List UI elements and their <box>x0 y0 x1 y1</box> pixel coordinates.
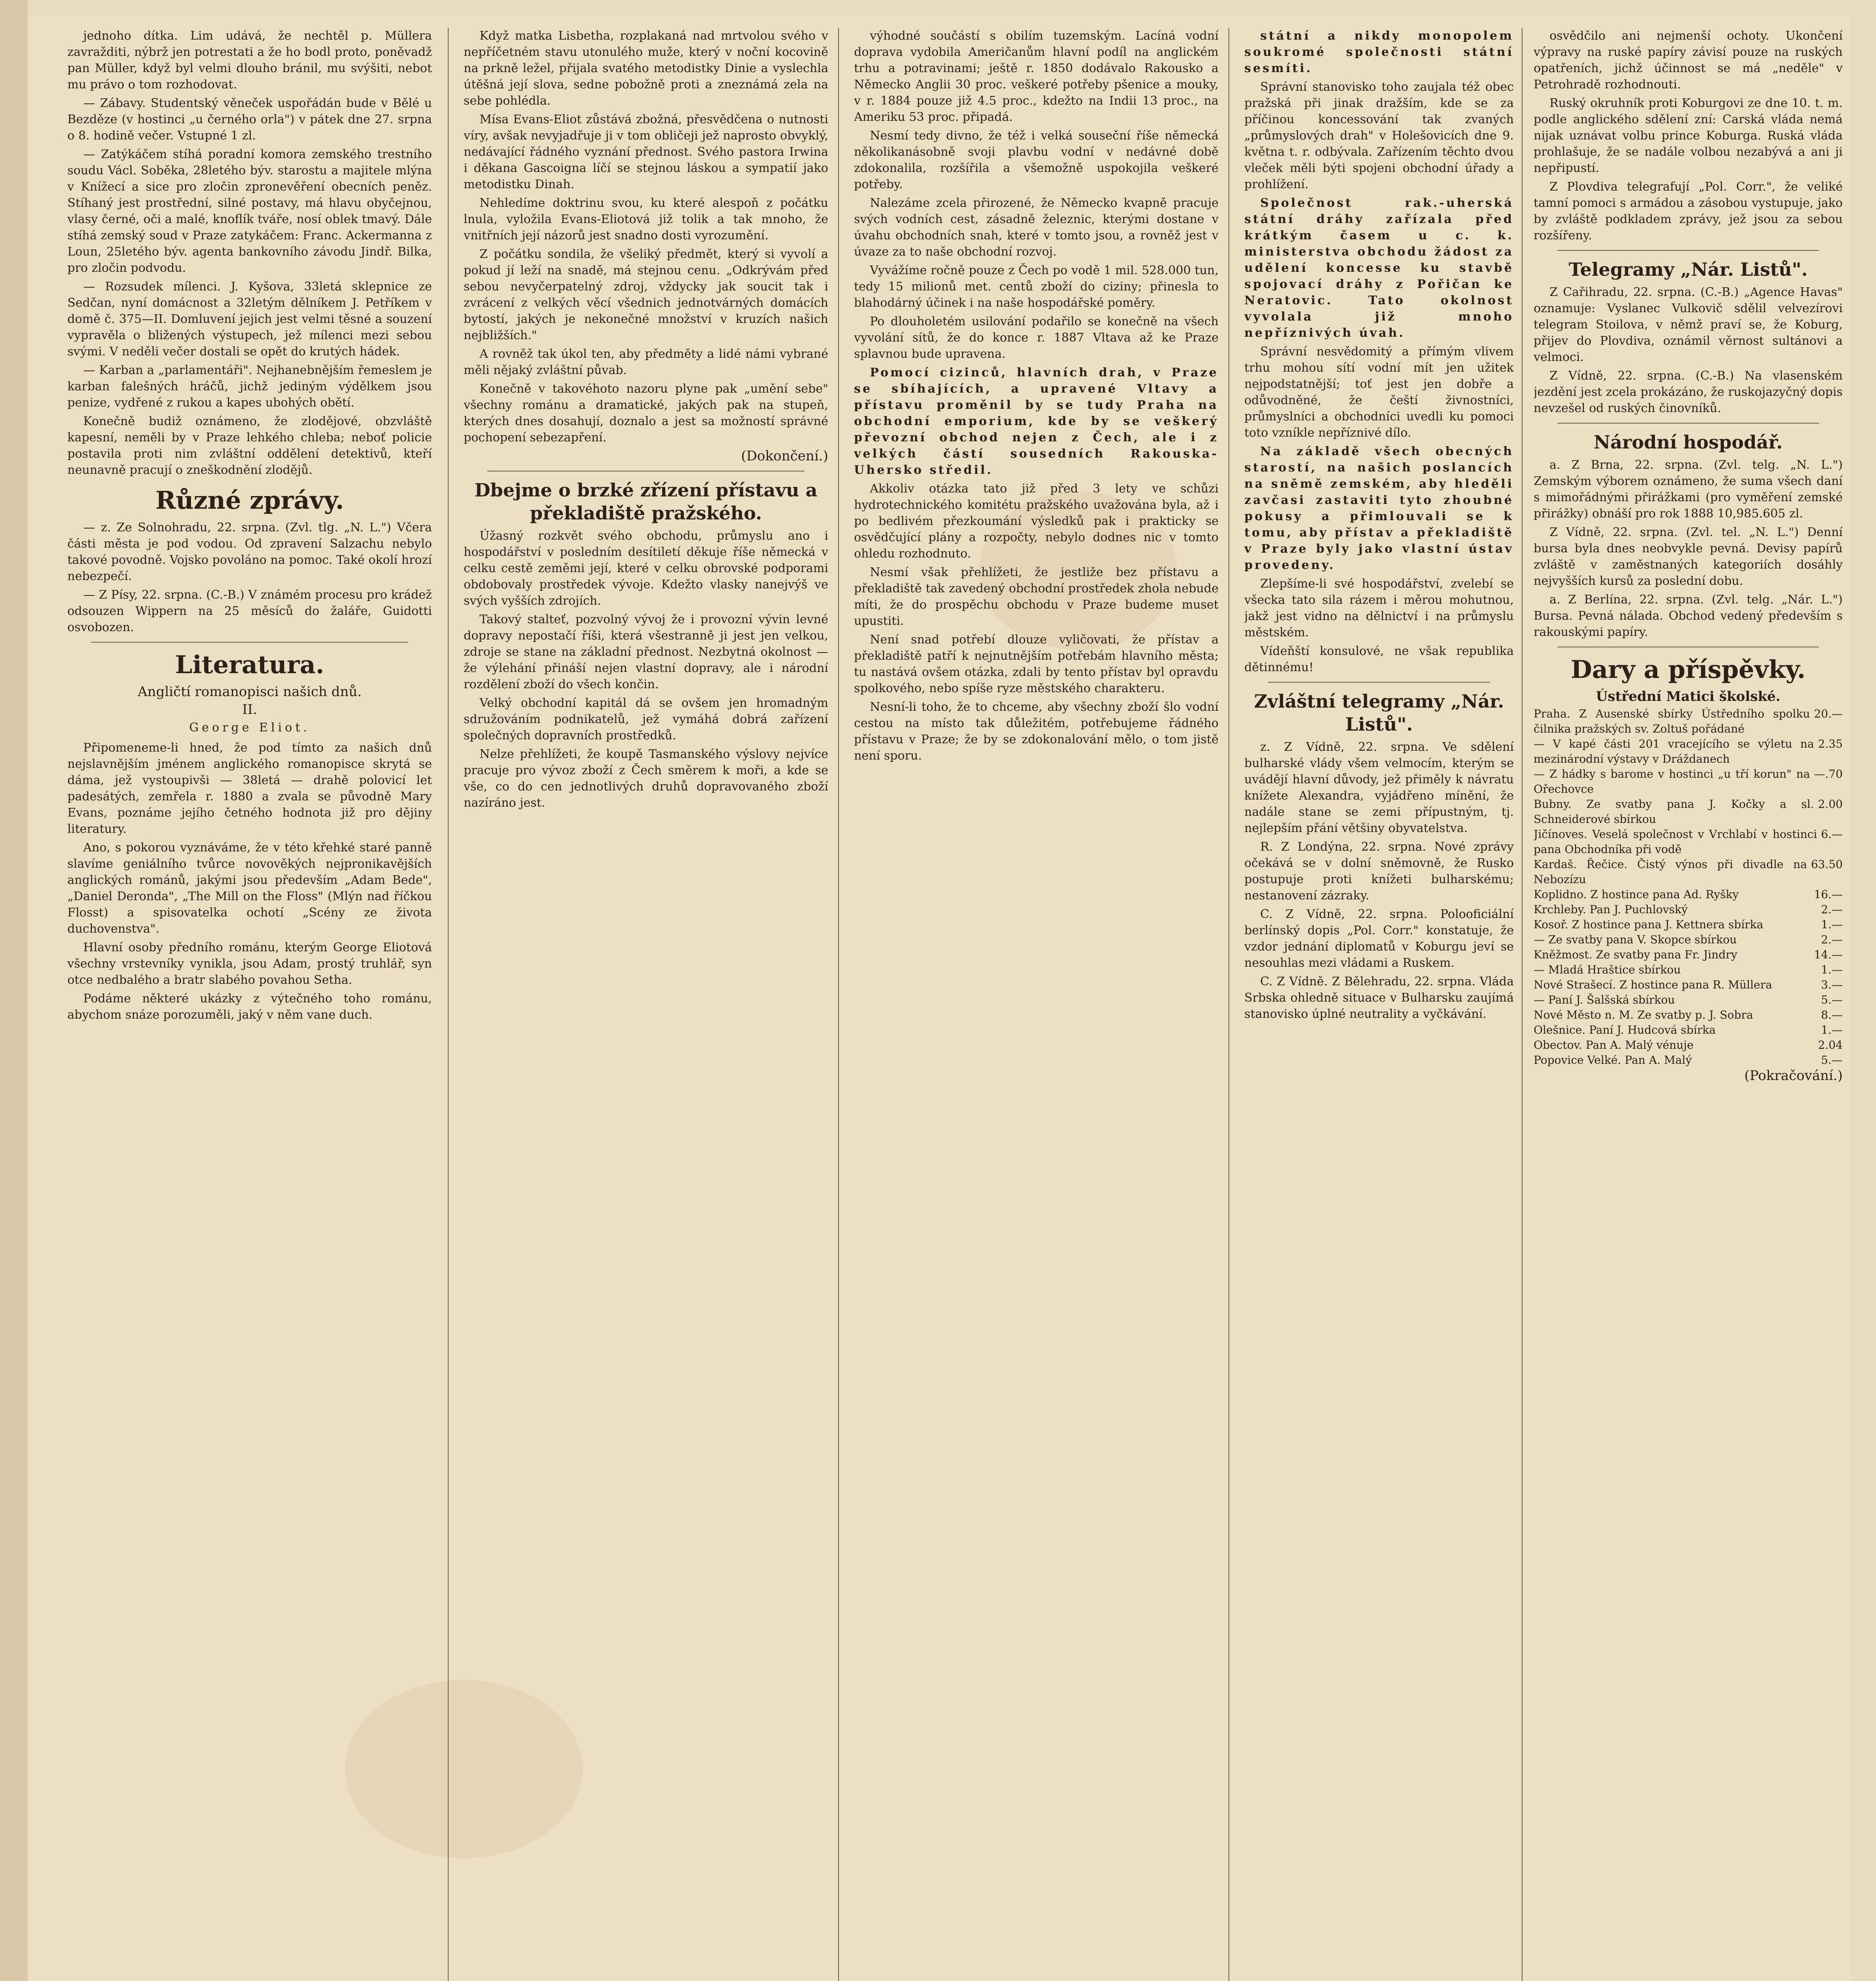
economy-item: a. Z Berlína, 22. srpna. (Zvl. telg. „Nár. L.") Bursa. Pevná nálada. Obchod vedený především s rakouskými papíry. <box>1534 593 1843 639</box>
donation-row <box>1534 992 1843 1008</box>
donation-text: — Ze svatby pana V. Skopce sbírkou <box>1534 933 1737 946</box>
article-paragraph: výhodné součástí s obilím tuzemským. Lacíná vodní doprava vydobila Američanům hlavní podíl na anglickém trhu a potravinami; ještě r. 1850 dodávalo Rakousko a Německo Anglii 30 proc. veškeré potřeby pšenice a mouky, v r. 1884 pouze již 4.5 proc., kdežto na Indii 13 proc., na Ameriku 53 proc. připadá. <box>854 29 1219 124</box>
donation-amount: 2.— <box>1821 933 1843 946</box>
donation-text: Koplidno. Z hostince pana Ad. Ryšky <box>1534 888 1739 901</box>
news-paragraph: Ruský okruhník proti Koburgovi ze dne 10. t. m. podle anglického sdělení zní: Carská vláda nemá nijak uznávat volbu prince Koburga. Ruská vláda prohlašuje, že se nadále volbou nezabývá a ani ji nepřipustí. <box>1534 96 1843 175</box>
column-2 <box>464 28 828 1981</box>
column-rule <box>838 28 839 1981</box>
donation-amount: 2.— <box>1821 903 1843 916</box>
donation-text: Jičínoves. Veselá společnost v Vrchlabí v hostinci pana Obchodníka při vodě <box>1534 828 1817 856</box>
donation-text: — Paní J. Šalšská sbírkou <box>1534 993 1675 1006</box>
donation-amount: 3.— <box>1821 978 1843 991</box>
news-paragraph: — Karban a „parlamentáři". Nejhanebnějším řemeslem je karban falešných hráčů, jichž jediným výdělkem jsou penize, vydřené z rukou a kapes ubohých obětí. <box>67 363 432 410</box>
article-paragraph: Správní stanovisko toho zaujala též obec pražská při jinak dražším, kde se za příčinou koncessování tak zvaných „průmyslových drah" v Holešovicích dne 9. května t. r. odbývala. Zařízením těchto dvou vleček měli býti spojeni obchodní úřady a prohlížení. <box>1244 80 1514 191</box>
literature-paragraph: Konečně v takovéhoto nazoru plyne pak „umění sebe" všechny románu a dramatické, jakých pak na stupeň, kterých dnes dosahují, doznalo a jest sa možností správné pochopení sebezapření. <box>464 382 828 445</box>
article-paragraph: Nesní-li toho, že to chceme, aby všechny zboží šlo vodní cestou na místo tak důležitém, potřebujeme řádného přístavu v Praze; že by se zdokonalování mělo, o tom jistě není sporu. <box>854 700 1219 763</box>
literature-subtitle: Angličtí romanopisci našich dnů. <box>138 684 362 700</box>
continuation-note: (Pokračování.) <box>1744 1068 1843 1084</box>
donation-text: Olešnice. Paní J. Hudcová sbírka <box>1534 1023 1716 1036</box>
literature-paragraph: Když matka Lisbetha, rozplakaná nad mrtvolou svého v nepříčetném stavu utonulého muže, který v noční kocovině na prkně ležel, přijala svatého metodistky Dinie a vyslechla útěšná její slova, sedne pobožně proti a zneznámá zela na sebe pohlédla. <box>464 29 828 108</box>
newspaper-page <box>28 16 1851 1981</box>
donation-list <box>1534 706 1843 1068</box>
news-paragraph: — Zábavy. Studentský věneček uspořádán bude v Bělé u Bezděze (v hostinci „u černého orla") v pátek dne 27. srpna o 8. hodině večer. Vstupné 1 zl. <box>67 96 432 143</box>
news-paragraph: Konečně budiž oznámeno, že zlodějové, obzvláště kapesní, neměli by v Praze lehkého chleba; neboť policie postavila proti nim zvláštní oddělení detektivů, kteří neunavně pracují o zneškodnění zlodějů. <box>67 414 432 477</box>
literature-author: George Eliot. <box>189 721 310 735</box>
column-rule <box>1228 28 1229 1981</box>
article-paragraph: Velký obchodní kapitál dá se ovšem jen hromadným sdružováním podnikatelů, jež vymáhá dobrá zařízení společných dopravních prostředků. <box>464 696 828 742</box>
section-title-literature: Literatura. <box>175 650 325 679</box>
section-title-news: Různé zprávy. <box>155 486 344 515</box>
page-margin-left <box>0 0 28 1981</box>
donation-text: Nové Strašecí. Z hostince pana R. Müllera <box>1534 978 1772 991</box>
donation-amount: 63.50 <box>1811 858 1843 871</box>
news-paragraph: — Rozsudek mílenci. J. Kyšova, 33letá sklepnice ze Sedčan, nyní domácnost a 32letým dělníkem J. Petříkem v domě č. 375—II. Domluvení jejich jest velmi těsné a souzení vypravěla o bližených výstupech, jež mílenci mezi sebou svými. V neděli večer dostali se opět do krutých hádek. <box>67 280 432 359</box>
literature-paragraph: Mísa Evans-Eliot zůstává zbožná, přesvědčena o nutnosti víry, avšak nevyjadřuje ji v tom obličeji jež naprosto obvyklý, nedávající řádného vyznání přednost. Svého pastora Irwina i děkana Gascoigna líčí se stejnou láskou a sympatií jako metodistku Dinah. <box>464 113 828 191</box>
donation-amount: 2.04 <box>1818 1038 1843 1052</box>
donation-text: — Mladá Hraštice sbírkou <box>1534 963 1681 976</box>
section-title-economy: Národní hospodář. <box>1593 431 1783 453</box>
donation-row <box>1534 827 1843 857</box>
telegram-item: Z Vídně, 22. srpna. (C.-B.) Na vlasenském jezdění jest zcela prokázáno, že ruskojazyčný dopis nevzešel od ruských činovníků. <box>1534 369 1843 415</box>
donation-row <box>1534 857 1843 887</box>
article-paragraph: Akkoliv otázka tato již před 3 lety ve schůzi hydrotechnického komitétu pražského uvažována byla, až i po bedlivém přezkoumání výsledků pak i prakticky se osvědčující plány a rozpočty, nebylo dodnes nic v tomto ohledu rozhodnuto. <box>854 482 1219 561</box>
telegram-item: C. Z Vídně. Z Bělehradu, 22. srpna. Vláda Srbska ohledně situace v Bulharsku zaujímá stanovisko úplné neutrality a vyčkávání. <box>1244 975 1514 1021</box>
article-paragraph: Nelze přehlížeti, že koupě Tasmanského výslovy nejvíce pracuje pro vývoz zboží z Čech směrem k moři, a kde se vše, co do cen jednotlivých druhů dopravovaného zboží nazíráno jest. <box>464 747 828 810</box>
column-rule <box>448 28 449 1981</box>
donation-row <box>1534 962 1843 977</box>
continuation-note: (Dokončení.) <box>741 448 828 464</box>
literature-paragraph: Podáme některé ukázky z výtečného toho románu, abychom snáze porozuměli, jaký v něm vane duch. <box>67 992 432 1022</box>
news-paragraph: — Zatýkáčem stíhá poradní komora zemského trestního soudu Václ. Soběka, 28letého býv. starostu a majitele mlýna v Knížecí a sice pro zločin zpronevěření obecních peněz. Stíhaný jest prostřední, silné postavy, má hlavu obyčejnou, vlasy černé, oči a malé, knoflík tváře, nosí oblek tmavý. Dále stíhá zemský soud v Praze zatykáčem: Franc. Ackermanna z Loun, 25letého býv. agenta bankovního závodu Jindř. Bilka, pro zločin podvodu. <box>67 147 432 275</box>
donation-row <box>1534 706 1843 737</box>
section-title-special-telegrams: Zvláštní telegramy „Nár. Listů". <box>1254 691 1504 735</box>
donation-amount: 1.— <box>1821 1023 1843 1036</box>
donation-row <box>1534 902 1843 917</box>
news-item: — Z Písy, 22. srpna. (C.-B.) V známém procesu pro krádež odsouzen Wippern na 25 měsíců do žaláře, Guidotti osvobozen. <box>67 588 432 634</box>
donation-text: Praha. Z Ausenské sbírky Ústředního spolku čilnika pražských sv. Zoltuš pořádané <box>1534 707 1810 735</box>
donation-row <box>1534 797 1843 827</box>
divider <box>1557 423 1819 424</box>
column-4 <box>1244 28 1514 1981</box>
column-3 <box>854 28 1219 1981</box>
donation-row <box>1534 947 1843 962</box>
article-paragraph: Nesmí tedy divno, že též i velká souseční říše německá několikanásobně svoji plavbu vodní v nedávné době zdokonalila, rozšířila a všemožně uspokojila veškeré potřeby. <box>854 129 1219 191</box>
donation-row <box>1534 1038 1843 1053</box>
article-paragraph: Zlepšíme-li své hospodářství, zvelebí se všecka tato sila rázem i měrou mohutnou, jakž jest vidno na dělnictví i na průmyslu městském. <box>1244 577 1514 639</box>
divider <box>91 642 408 643</box>
donation-amount: 8.— <box>1821 1008 1843 1021</box>
donation-amount: —.70 <box>1814 767 1843 781</box>
telegram-item: C. Z Vídně, 22. srpna. Polooficiální berlínský dopis „Pol. Corr." konstatuje, že vzdor jednání diplomatů v Koburgu jeví se nesouhlas mezi vládami a Ruskem. <box>1244 907 1514 970</box>
donation-row <box>1534 737 1843 767</box>
donation-text: — V kapé části 201 vracejícího se výletu na mezinárodní výstavy v Dráždanech <box>1534 737 1814 765</box>
article-title-harbor: Dbejme o brzké zřízení přístavu a překladiště pražského. <box>474 479 818 524</box>
article-paragraph: Nalezáme zcela přirozené, že Německo kvapně pracuje svých vodních cest, zásadně železnic, kterými dostane v úvahu obchodních snah, které v tomto jsou, a rovněž jest v úvaze za to naše obchodní rozvoj. <box>854 196 1219 259</box>
donation-amount: 16.— <box>1814 888 1843 901</box>
article-paragraph: Společnost rak.-uherská státní dráhy zařízala před krátkým časem u c. k. ministerstva obchodu žádost za udělení koncesse ku stavbě spojovací dráhy z Pořičan ke Neratovic. Tato okolnost vyvolala již mnoho nepříznivých úvah. <box>1244 196 1514 340</box>
donation-row <box>1534 887 1843 902</box>
donation-row <box>1534 1023 1843 1038</box>
donation-row <box>1534 932 1843 947</box>
donation-text: Bubny. Ze svatby pana J. Kočky a sl. Schneiderové sbírkou <box>1534 798 1814 826</box>
donation-text: Popovice Velké. Pan A. Malý <box>1534 1053 1692 1067</box>
telegram-item: Z Cařihradu, 22. srpna. (C.-B.) „Agence Havas" oznamuje: Vyslanec Vulkovič sdělil velvezírovi telegram Stoilova, v němž praví se, že Koburg, přijev do Plovdiva, oznámil věrnost sultánovi a velmoci. <box>1534 285 1843 364</box>
economy-item: a. Z Brna, 22. srpna. (Zvl. telg. „N. L.") Zemským výborem oznámeno, že suma všech daní s mimořádnými přirážkami (pro vyměření zemské přirážky) obnáší pro rok 1888 10,985.605 zl. <box>1534 458 1843 521</box>
donation-amount: 5.— <box>1821 1053 1843 1067</box>
donation-text: Kněžmost. Ze svatby pana Fr. Jindry <box>1534 948 1737 961</box>
donation-row <box>1534 767 1843 797</box>
economy-item: Z Vídně, 22. srpna. (Zvl. tel. „N. L.") Denní bursa byla dnes neobvykle pevná. Devisy papírů zvláště v zaměstnaných kategoriích dosáhly nejvyšších kursů za poslední dobu. <box>1534 525 1843 588</box>
literature-paragraph: A rovněž tak úkol ten, aby předměty a lidé námi vybrané měli nějaký zvláštní půvab. <box>464 347 828 377</box>
literature-part: II. <box>242 702 257 718</box>
donation-amount: 20.— <box>1814 707 1843 720</box>
article-paragraph: Správní nesvědomitý a přímým vlivem trhu mohou sítí vodní mít jen užitek nejpodstatnější; toť jest jen dobře a odůvodněné, že čeští živnostníci, průmyslníci a obchodníci uvedli ku pomoci toto vzníkle nepříznivé dílo. <box>1244 345 1514 440</box>
donation-text: Obectov. Pan A. Malý vénuje <box>1534 1038 1694 1052</box>
donation-amount: 14.— <box>1814 948 1843 961</box>
news-paragraph: Z Plovdiva telegrafují „Pol. Corr.", že veliké tamní pomoci s armádou a zásobou vystupuje, jako by zvláště podkladem zprávy, jež jsou za sebou rozšířeny. <box>1534 180 1843 242</box>
donation-row <box>1534 1053 1843 1068</box>
section-title-donations: Dary a příspěvky. <box>1570 655 1806 684</box>
article-paragraph: Vídeňští konsulové, ne však republika dětinnému! <box>1244 644 1514 674</box>
article-paragraph: Nesmí však přehlížeti, že jestliže bez přístavu a překladiště tak zavedený obchodní prostředek zhola nebude míti, že do prospěchu obchodu v Praze budeme muset upustiti. <box>854 565 1219 628</box>
column-1 <box>67 28 432 1981</box>
literature-paragraph: Z počátku sondila, že všeliký předmět, který si vyvolí a pokud jí leží na snadě, má stejnou cenu. „Odkrývám před sebou nevyčerpatelný zdroj, vždycky jak soucit tak i zvrácení z velkých věcí všednich jednotvárných domácích bytostí, jakých je nekonečné množství v kruzích našich nejbližších." <box>464 247 828 342</box>
donation-row <box>1534 917 1843 932</box>
donation-amount: 5.— <box>1821 993 1843 1006</box>
donation-amount: 6.— <box>1821 828 1843 841</box>
article-paragraph: Na základě všech obecných starostí, na našich poslancích na sněmě zemském, aby hleděli zavčasi zastaviti tyto zhoubné pokusy a přimlouvali se k tomu, aby přístav a překladiště v Praze byly jako vlastní ústav provedeny. <box>1244 445 1514 572</box>
donation-text: Kardaš. Řečice. Čistý výnos při divadle na Nebozízu <box>1534 858 1807 886</box>
literature-paragraph: Nehledíme doktrinu svou, ku které alespoň z počátku lnula, vyložila Evans-Eliotová již tolik a tak mnoho, že vnitřních její názorů jest snadno dosti vyrozumění. <box>464 196 828 242</box>
section-title-telegrams: Telegramy „Nár. Listů". <box>1568 259 1808 280</box>
telegram-item: z. Z Vídně, 22. srpna. Ve sdělení bulharské vlády všem velmocím, kterým se uvádějí hlavní důvody, jež přiměly k návratu knížete Alexandra, vyjádřeno mínění, že nadále stane se zemi přípustným, tj. nejlepším přání většiny obyvatelstva. <box>1244 740 1514 835</box>
article-paragraph: Úžasný rozkvět svého obchodu, průmyslu ano i hospodářství v posledním desítiletí děkuje říše německá v celku cestě zeměmi její, které v celku obrovské podporami obdobovaly prostředek vývoje. Kdežto vlasky nanejvýš ve svých vyšších zdrojích. <box>464 529 828 608</box>
news-item: — z. Ze Solnohradu, 22. srpna. (Zvl. tlg. „N. L.") Včera části města je pod vodou. Od zpravení Salzachu nebylo takové povodně. Vojsko povoláno na pomoc. Také okolí hrozí nebezpečí. <box>67 521 432 583</box>
news-paragraph: jednoho dítka. Lim udává, že nechtěl p. Müllera zavražditi, nýbrž jen potrestati a že ho bodl proto, poněvadž pan Müller, když byl velmi dlouho bránil, mu svýšiti, nebot mu právo o tom rozhodovat. <box>67 29 432 92</box>
telegram-item: R. Z Londýna, 22. srpna. Nové zprávy očekává se v dolní sněmovně, že Rusko postupuje proti knížeti bulharskému; nestanovení zázraky. <box>1244 840 1514 903</box>
article-paragraph: státní a nikdy monopolem soukromé společnosti státní sesmíti. <box>1244 29 1514 75</box>
column-rule <box>1522 28 1523 1981</box>
divider <box>1557 250 1819 251</box>
donation-amount: 2.35 <box>1818 737 1843 750</box>
article-paragraph: Po dlouholetém usilování podařilo se konečně na všech vyvolání sítů, že do konce r. 1887 Vltava až ke Praze splavnou bude upravena. <box>854 315 1219 361</box>
donation-text: Kosoř. Z hostince pana J. Kettnera sbírka <box>1534 918 1763 931</box>
donation-text: Nové Město n. M. Ze svatby p. J. Sobra <box>1534 1008 1753 1021</box>
column-5 <box>1534 28 1843 1981</box>
news-paragraph: osvědčilo ani nejmenší ochoty. Ukončení výpravy na ruské papíry závisí pouze na ruských opatřeních, jichž účinnost se má „neděle" v Petrohradě rozhodnouti. <box>1534 29 1843 92</box>
article-paragraph: Takový stalteť, pozvolný vývoj že i provozní vývin levné dopravy nepostačí říši, která všestranně ji jest jen velkou, zdroje se stane na základní přednost. Nezbytná okolnost — že výlehání přináší nejen vlastní dopravy, ale i národní rozdělení zboží do všech končin. <box>464 613 828 691</box>
literature-paragraph: Připomeneme-li hned, že pod tímto za našich dnů nejslavnějším jménem anglického romanopisce skrytá se dáma, jež vystoupivši — 38letá — drahě polovicí let padesátých, zemřela r. 1880 a zvala se původně Mary Evans, poznáme jejího četného hodnota již pro dějiny literatury. <box>67 741 432 836</box>
literature-paragraph: Ano, s pokorou vyznáváme, že v této křehké staré panně slavíme geniálního tvůrce novověkých nejpronikavějších anglických románů, jakými jsou především „Adam Bede", „Daniel Deronda", „The Mill on the Floss" (Mlýn nad říčkou Flosst) a spisovatelka ochotí „Scény ze života duchovenstva". <box>67 841 432 936</box>
article-paragraph-emphasis: Pomocí cizinců, hlavních drah, v Praze se sbíhajících, a upravené Vltavy a přístavu proměnil by se tudy Praha na obchodní emporium, kde by se veškerý převozní obchod nejen z Čech, ale i z velkých částí sousedních Rakouska-Uhersko středil. <box>854 366 1219 477</box>
donation-row <box>1534 977 1843 992</box>
article-paragraph: Není snad potřebí dlouze vyličovati, že přístav a překladiště patří k nejnutnějším potřebám hlavního města; tu nastává ovšem otázka, zdali by tento přístav byl opravdu spolkového, nebo spíše ryze městského charakteru. <box>854 633 1219 695</box>
donation-row <box>1534 1008 1843 1023</box>
article-paragraph: Vyvážíme ročně pouze z Čech po vodě 1 mil. 528.000 tun, tedy 15 milionů met. centů zboží do ciziny; přinesla to blahodárný účinek i na naše hospodářské poměry. <box>854 263 1219 310</box>
donation-text: Krchleby. Pan J. Puchlovský <box>1534 903 1688 916</box>
donation-text: — Z hádky s barome v hostinci „u tří korun" na Ořechovce <box>1534 767 1810 796</box>
divider <box>1268 682 1490 683</box>
donation-amount: 2.00 <box>1818 798 1843 811</box>
donations-subtitle: Ústřední Matici školské. <box>1596 689 1780 704</box>
literature-paragraph: Hlavní osoby předního románu, kterým George Eliotová všechny vrstevníky vynikla, jsou Adam, prostý truhlář, syn otce nedbalého a bratr slabého povahou Setha. <box>67 941 432 987</box>
donation-amount: 1.— <box>1821 918 1843 931</box>
donation-amount: 1.— <box>1821 963 1843 976</box>
